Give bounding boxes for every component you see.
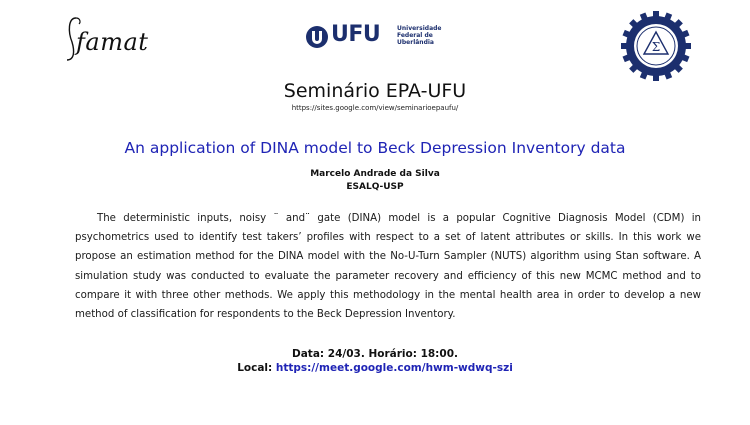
seal-gear-icon [620, 10, 692, 82]
location-label: Local: [237, 362, 273, 374]
talk-title: An application of DINA model to Beck Depression Inventory data [124, 139, 626, 157]
ufu-emblem-icon [305, 25, 329, 49]
event-title: Seminário EPA-UFU [283, 80, 467, 102]
abstract-paragraph: The deterministic inputs, noisy ¨ and¨ gate (DINA) model is a popular Cognitive Diagnosis Model (CDM) in psychometrics used to identify test takers’ profiles with respect to a set of latent attributes or skills. In this work we propose an estimation method for the DINA model with the No-U-Turn Sampler (NUTS) algorithm using Stan software. A simulation study was conducted to evaluate the parameter recovery and efficiency of this new MCMC method and to compare it with three other methods. We apply this methodology in the mental health area in order to develop a new method of classification for respondents to the Beck Depression Inventory. [75, 213, 701, 321]
famat-logo [62, 12, 162, 64]
event-url[interactable]: https://sites.google.com/view/seminarioepaufu/ [291, 104, 459, 112]
author-name: Marcelo Andrade da Silva [310, 169, 440, 179]
department-seal [620, 10, 692, 82]
famat-logo-text: famat [76, 28, 149, 56]
author-affiliation: ESALQ-USP [346, 182, 404, 192]
ufu-logo [305, 22, 455, 52]
ufu-logo-subtext: Universidade Federal de Uberlândia [397, 25, 442, 46]
svg-text:Σ: Σ [651, 40, 661, 54]
meet-link[interactable]: https://meet.google.com/hwm-wdwq-szi [275, 362, 513, 374]
location-line [0, 362, 750, 374]
ufu-logo-word: UFU [331, 22, 381, 47]
header [0, 0, 750, 70]
date-time: Data: 24/03. Horário: 18:00. [292, 348, 458, 360]
